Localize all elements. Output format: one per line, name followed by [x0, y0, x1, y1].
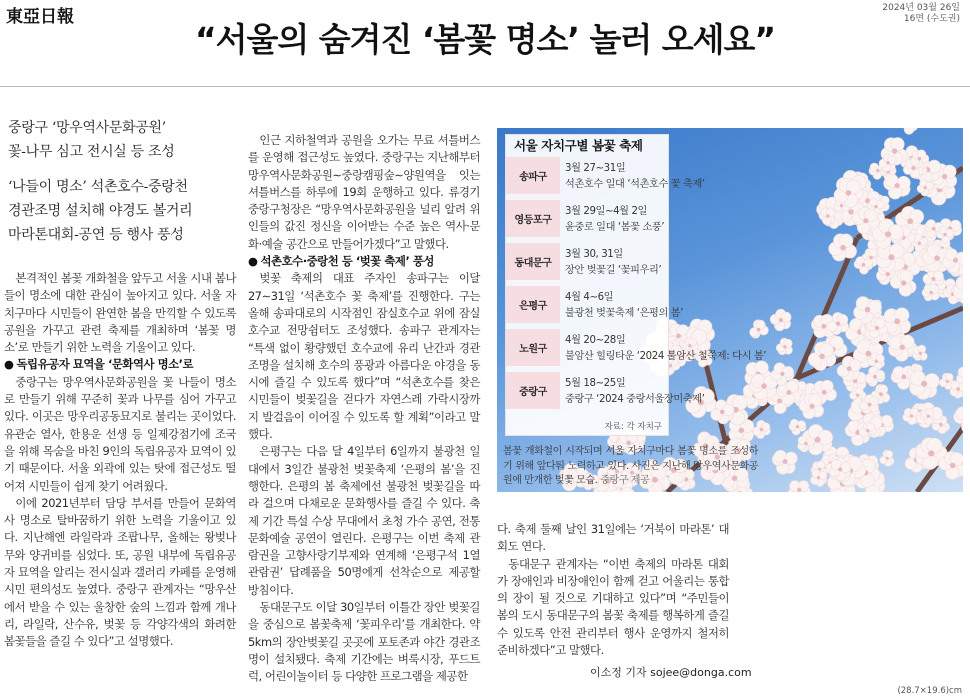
blossom: [789, 481, 811, 493]
blossom: [950, 381, 963, 398]
bullet-icon: ●: [248, 254, 258, 269]
headline-divider: [0, 86, 970, 87]
festival-row: [506, 286, 684, 323]
blossom: [819, 208, 835, 225]
festival-name: 윤중로 일대 ‘봄꽃 소풍’: [565, 222, 665, 233]
byline: 이소정 기자 sojee@donga.com: [590, 666, 752, 679]
subhead-line: 경관조명 설치해 야경도 볼거리: [8, 203, 193, 219]
festival-district: 노원구: [506, 329, 560, 366]
subhead-group-1: [8, 116, 236, 164]
festival-date: 3월 29일∼4월 2일: [565, 206, 647, 217]
blossom: [880, 450, 894, 466]
festival-row: [506, 157, 705, 194]
subhead-line: 마라톤대회-공연 등 행사 풍성: [8, 227, 184, 243]
festival-date: 5월 18∼25일: [565, 378, 626, 389]
bullet-icon: ●: [4, 357, 14, 372]
festival-name: 석촌호수 일대 ‘석촌호수 꽃 축제’: [565, 179, 705, 190]
info-box-title: 서울 자치구별 봄꽃 축제: [514, 138, 643, 153]
blossom: [829, 234, 857, 261]
body-paragraph: 은평구는 다음 달 4일부터 6일까지 불광천 일대에서 3일간 불광천 벚꽃축제 ‘은평의 봄’을 진행한다. 은평의 봄 축제에선 불광천 벚꽃길을 따라 걸으며 다채로운 문화행사를 즐길 수 있다. 축제 기간 특설 수상 무대에서 초청 가수 공연, 전통문화예술 공연이 열린다. 은평구는 이번 축제 관람권을 고향사랑기부제와 연계해 ‘은평구석 1열 관람권’ 답례품을 50명에게 선착순으로 제공할 방침이다.: [248, 444, 480, 597]
subhead-line: 꽃-나무 심고 전시실 등 조성: [8, 144, 175, 160]
size-note: (28.7×19.6)cm: [897, 686, 962, 696]
festival-district: 중랑구: [506, 372, 560, 409]
festival-district: 송파구: [506, 157, 560, 194]
festival-row: [506, 329, 767, 366]
festival-date: 4월 20∼28일: [565, 335, 626, 346]
festival-row: [506, 200, 668, 237]
festival-district: 동대문구: [506, 243, 560, 280]
info-box-source: 자료: 각 자치구: [604, 422, 662, 432]
caption-text: 봄꽃 개화철이 시작되며 서울 자치구마다 봄꽃 명소를 조성하기 위해 앞다퉈 노력하고 있다. 사진은 지난해 망우역사문화공원에 만개한 벚꽃 모습.: [503, 446, 758, 486]
festival-date: 3월 30, 31일: [565, 249, 623, 260]
festival-row: [506, 243, 668, 280]
blossom: [753, 420, 771, 438]
blossom: [750, 320, 769, 339]
blossom: [898, 128, 918, 134]
blossom: [772, 450, 797, 474]
section-heading: [4, 356, 236, 373]
issue-page: 16면 (수도권): [903, 14, 960, 24]
body-paragraph: 본격적인 봄꽃 개화철을 앞두고 서울 시내 봄나들이 명소에 대한 관심이 높아지고 있다. 서울 자치구마다 시민들이 완연한 봄을 만끽할 수 있도록 공원을 가꾸고 관련 축제를 개최하며 ‘봄꽃 명소’로 만들기 위한 노력을 기울이고 있다.: [4, 271, 236, 355]
blossom: [910, 371, 940, 400]
festival-name: 장안 벚꽃길 ‘꽃피우리’: [565, 265, 662, 276]
article-column-3: [497, 521, 729, 659]
blossom: [865, 367, 885, 387]
festival-name: 불광천 벚꽃축제 ‘은평의 봄’: [565, 308, 684, 319]
festival-district: 영등포구: [506, 200, 560, 237]
subhead-group-2: [8, 175, 236, 247]
body-paragraph: 이에 2021년부터 담당 부서를 만들어 문화역사 명소로 탈바꿈하기 위한 노력을 기울이고 있다. 지난해엔 라일락과 조팝나무, 올해는 왕벚나무와 양귀비를 심었다. 또, 공원 내부에 독립유공자 묘역을 알리는 전시실과 갤러리 카페를 운영해 시민 편의성도 높였다. 중랑구 관계자는 “망우산에서 받을 수 있는 울창한 숲의 느낌과 함께 개나리, 라일락, 산수유, 벚꽃 등 각양각색의 화려한 봄꽃들을 즐길 수 있다”고 설명했다.: [4, 495, 236, 649]
article-column-2: [248, 132, 480, 686]
festival-date: 3월 27∼31일: [565, 163, 626, 174]
body-paragraph: 동대문구도 이달 30일부터 이틀간 장안 벚꽃길을 중심으로 봄꽃축제 ‘꽃피우리’를 개최한다. 약 5km의 장안벚꽃길 곳곳에 포토존과 야간 경관조명이 설치됐다. 축제 기간에는 벼룩시장, 푸드트럭, 어린이놀이터 등 다양한 프로그램을 제공한: [248, 600, 480, 684]
article-column-1: [4, 270, 236, 651]
issue-date: 2024년 03월 26일: [882, 3, 960, 13]
body-paragraph: 동대문구 관계자는 “이번 축제의 마라톤 대회가 장애인과 비장애인이 함께 걷고 어울리는 통합의 장이 될 것으로 기대하고 있다”며 “주민들이 봄의 도시 동대문구의 봄꽃 축제를 행복하게 즐길 수 있도록 안전 관리부터 행사 운영까지 철저히 준비하겠다”고 말했다.: [497, 556, 729, 658]
body-paragraph: 벚꽃 축제의 대표 주자인 송파구는 이달 27∼31일 ‘석촌호수 꽃 축제’를 진행한다. 구는 올해 송파대로의 시작점인 잠실호수교 위에 잠실호수교 전망쉼터도 조성했다. 송파구 관계자는 “특색 없이 황량했던 호수교에 유리 난간과 경관조명을 설치해 호수의 풍광과 아름다운 야경을 동시에 즐길 수 있도록 했다”며 “석촌호수를 찾은 시민들이 벚꽃길을 걷다가 자연스레 가락시장까지 발걸음이 이어질 수 있도록 할 계획”이라고 말했다.: [248, 271, 480, 442]
blossom: [884, 308, 911, 336]
blossom: [889, 335, 917, 361]
article-headline: “서울의 숨겨진 ‘봄꽃 명소’ 놀러 오세요”: [194, 20, 776, 59]
photo-caption: [503, 445, 758, 489]
blossom: [770, 309, 791, 331]
subhead-line: ‘나들이 명소’ 석촌호수-중랑천: [8, 179, 188, 195]
blossom: [789, 419, 806, 435]
festival-name: 불암산 힐링타운 ‘2024 불암산 철쭉제: 다시 봄’: [565, 351, 767, 362]
blossom: [912, 345, 927, 361]
body-paragraph: 인근 지하철역과 공원을 오가는 무료 셔틀버스를 운영해 접근성도 높였다. 중랑구는 지난해부터 망우역사문화공원∼중랑캠핑숲∼양원역을 잇는 셔틀버스를 하루에 19회 운행하고 있다. 류경기 중랑구청장은 “망우역사문화공원을 널리 알려 위인들의 값진 정신을 이어받는 수준 높은 역사·문화·예술 공간으로 만들어가겠다”고 말했다.: [248, 133, 480, 251]
festival-name: 중랑구 ‘2024 중랑서울장미축제’: [565, 394, 705, 405]
blossom: [922, 284, 939, 301]
blossom: [854, 257, 873, 275]
section-heading: [248, 253, 480, 270]
newspaper-masthead: 東亞日報: [6, 7, 74, 27]
festival-info-box: [505, 134, 767, 436]
blossom: [810, 469, 827, 486]
caption-credit: 중랑구 제공: [600, 475, 650, 486]
subhead-line: 중랑구 ‘망우역사문화공원’: [8, 120, 166, 136]
body-paragraph: 다. 축제 둘째 날인 31일에는 ‘거북이 마라톤’ 대회도 연다.: [497, 522, 729, 554]
section-heading-text: 독립유공자 묘역을 ‘문화역사 명소’로: [16, 357, 194, 372]
festival-district: 은평구: [506, 286, 560, 323]
blossom: [776, 338, 792, 355]
festival-date: 4월 4∼6일: [565, 292, 614, 303]
festival-row: [506, 372, 705, 409]
body-paragraph: 중랑구는 망우역사문화공원을 꽃 나들이 명소로 만들기 위해 꾸준히 꽃과 나무를 심어 가꾸고 있다. 이곳은 망우리공동묘지로 불리는 곳이었다. 유관순 열사, 한용운 선생 등 일제강점기에 조국을 위해 목숨을 바친 9인의 독립유공자 묘역이 있기 때문이다. 서울 외곽에 있는 탓에 접근성도 떨어져 시민들이 쉽게 찾기 어려웠다.: [4, 374, 236, 493]
section-heading-text: 석촌호수·중랑천 등 ‘벚꽃 축제’ 풍성: [260, 254, 434, 269]
